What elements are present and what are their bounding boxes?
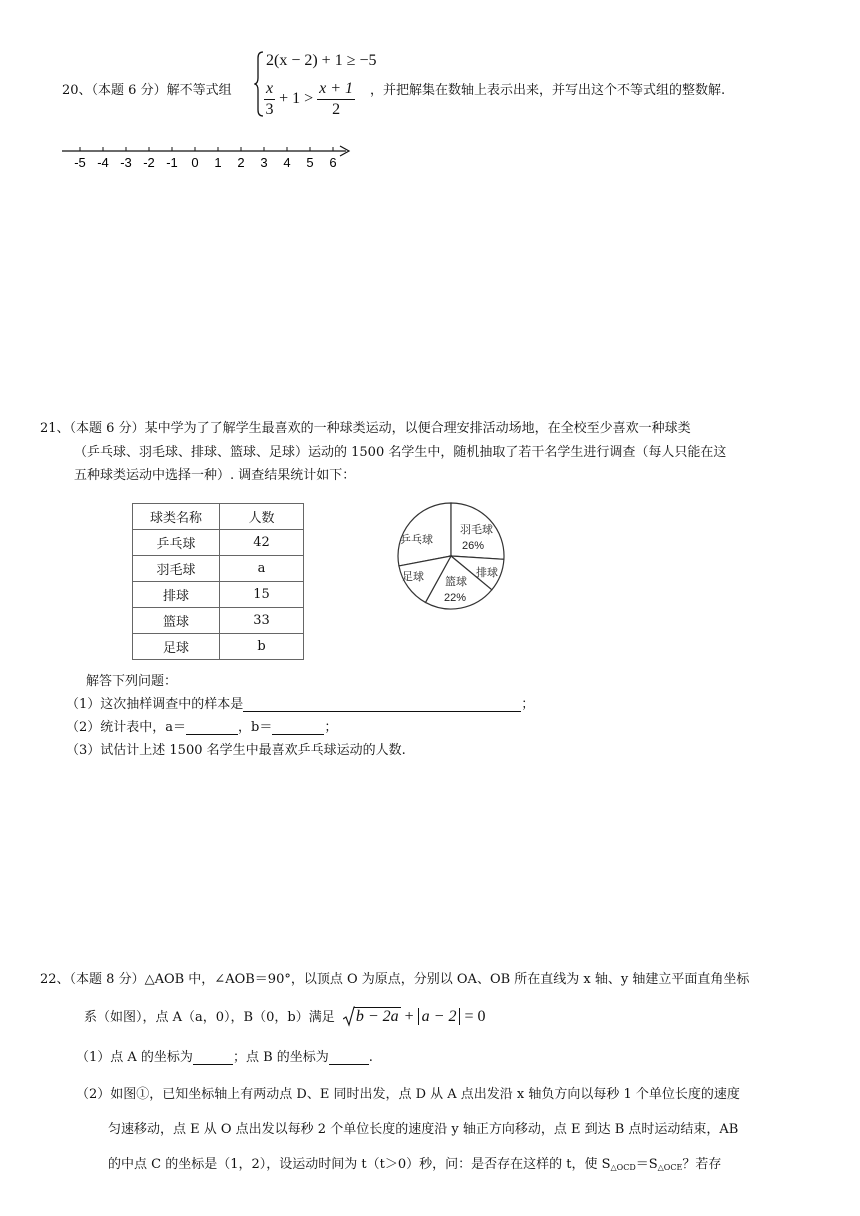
q21-line-2: （乒乓球、羽毛球、排球、篮球、足球）运动的 1500 名学生中，随机抽取了若干名学生进行调查（每人只能在这 bbox=[74, 445, 727, 460]
q20-frac2-num: x + 1 bbox=[317, 79, 355, 100]
q21-stat-table bbox=[132, 503, 304, 660]
table-cell: 足球 bbox=[133, 634, 220, 660]
q21-blank-b[interactable] bbox=[272, 721, 324, 735]
q22-sub2-line-3 bbox=[108, 1153, 721, 1172]
table-cell: a bbox=[220, 556, 304, 582]
q21-sub2-b-text: ，b＝ bbox=[238, 720, 273, 735]
q20-frac2-den: 2 bbox=[332, 101, 341, 118]
number-line-tick-label: 0 bbox=[191, 155, 199, 170]
q22-sub2-l3-b: ＝S bbox=[635, 1157, 658, 1172]
number-line-tick-label: -5 bbox=[74, 155, 86, 170]
table-cell: 15 bbox=[220, 582, 304, 608]
q22-sub-oce: △OCE bbox=[657, 1163, 683, 1172]
q22-abs-content: a − 2 bbox=[418, 1008, 461, 1025]
q21-line-3: 五种球类运动中选择一种）. 调查结果统计如下： bbox=[74, 468, 356, 483]
q21-pie-chart bbox=[394, 501, 524, 617]
q22-sqrt-content: b − 2a bbox=[355, 1008, 399, 1025]
q21-sub2-end: ； bbox=[324, 720, 338, 735]
q22-sub-ocd: △OCD bbox=[610, 1163, 636, 1172]
q22-line-2 bbox=[84, 1006, 486, 1026]
number-line-tick-label: 1 bbox=[214, 155, 222, 170]
q22-sub2-l3-c: ？若存 bbox=[682, 1157, 722, 1172]
table-cell: 羽毛球 bbox=[133, 556, 220, 582]
q21-sub1-end: ； bbox=[521, 697, 535, 712]
table-cell: 排球 bbox=[133, 582, 220, 608]
q22-line-1: 22、（本题 8 分）△AOB 中，∠AOB＝90°，以顶点 O 为原点，分别以 OA、OB 所在直线为 x 轴、y 轴建立平面直角坐标 bbox=[40, 972, 750, 987]
pie-label-basketball-pct: 22% bbox=[444, 592, 467, 604]
q22-blank-a[interactable] bbox=[193, 1051, 233, 1065]
table-row bbox=[133, 556, 304, 582]
q21-sub2 bbox=[66, 716, 337, 735]
q22-sub1-b-text: ；点 B 的坐标为 bbox=[232, 1050, 329, 1065]
q22-sub1-a-text: （1）点 A 的坐标为 bbox=[76, 1050, 193, 1065]
q22-sub2-line-2: 匀速移动，点 E 从 O 点出发以每秒 2 个单位长度的速度沿 y 轴正方向移动，点 E 到达 B 点时运动结束，AB bbox=[108, 1122, 739, 1137]
q22-equation: b − 2a + a − 2 = 0 bbox=[343, 1008, 486, 1025]
table-header-sport: 球类名称 bbox=[133, 504, 220, 530]
q20-ineq2-mid: + 1 > bbox=[279, 90, 314, 108]
q20-system-brace bbox=[254, 50, 264, 122]
table-cell: 33 bbox=[220, 608, 304, 634]
q22-sub1 bbox=[76, 1046, 373, 1065]
q20-frac1-den: 3 bbox=[265, 101, 274, 118]
table-row bbox=[133, 634, 304, 660]
pie-label-football: 足球 bbox=[402, 571, 424, 583]
q21-sub2-a-text: （2）统计表中，a＝ bbox=[66, 720, 187, 735]
q22-blank-b[interactable] bbox=[329, 1051, 369, 1065]
q22-eq-end: = 0 bbox=[464, 1008, 486, 1025]
q22-sub1-end: . bbox=[368, 1050, 373, 1065]
q21-blank-a[interactable] bbox=[186, 721, 238, 735]
table-cell: 42 bbox=[220, 530, 304, 556]
table-cell: 乒乓球 bbox=[133, 530, 220, 556]
q20-inequality-2 bbox=[264, 79, 355, 120]
table-header-row bbox=[133, 504, 304, 530]
q20-frac1-num: x bbox=[264, 79, 275, 100]
q21-answer-intro: 解答下列问题： bbox=[86, 674, 178, 689]
q20-suffix: ，并把解集在数轴上表示出来，并写出这个不等式组的整数解. bbox=[370, 83, 726, 98]
q21-sub1-text: （1）这次抽样调查中的样本是 bbox=[66, 697, 244, 712]
q21-sub3: （3）试估计上述 1500 名学生中最喜欢乒乓球运动的人数. bbox=[66, 743, 406, 758]
table-row bbox=[133, 530, 304, 556]
number-line-tick-label: 6 bbox=[329, 155, 337, 170]
q21-sub1 bbox=[66, 693, 534, 712]
number-line-tick-label: 4 bbox=[283, 155, 291, 170]
q20-number-line bbox=[62, 138, 362, 172]
q21-sub1-blank[interactable] bbox=[243, 698, 521, 712]
number-line-tick-label: 2 bbox=[237, 155, 245, 170]
q22-sub2-line-1: （2）如图①，已知坐标轴上有两动点 D、E 同时出发，点 D 从 A 点出发沿 x 轴负方向以每秒 1 个单位长度的速度 bbox=[76, 1087, 740, 1102]
pie-label-badminton-pct: 26% bbox=[462, 540, 485, 552]
table-cell: b bbox=[220, 634, 304, 660]
pie-label-volleyball: 排球 bbox=[476, 567, 498, 579]
q22-sqrt bbox=[343, 1008, 401, 1026]
number-line-tick-label: -4 bbox=[97, 155, 109, 170]
table-header-count: 人数 bbox=[220, 504, 304, 530]
number-line-tick-label: -3 bbox=[120, 155, 132, 170]
q22-sub2-l3-a: 的中点 C 的坐标是（1，2），设运动时间为 t（t＞0）秒，问：是否存在这样的 t，使 S bbox=[108, 1157, 611, 1172]
pie-label-badminton: 羽毛球 bbox=[460, 524, 493, 536]
q22-line-2-text: 系（如图），点 A（a，0），B（0，b）满足 bbox=[84, 1010, 335, 1025]
pie-label-pingpong: 乒乓球 bbox=[400, 534, 433, 546]
number-line-tick-label: 3 bbox=[260, 155, 268, 170]
pie-label-basketball: 篮球 bbox=[445, 576, 467, 588]
q21-line-1: 21、（本题 6 分）某中学为了了解学生最喜欢的一种球类运动，以便合理安排活动场地，在全校至少喜欢一种球类 bbox=[40, 421, 691, 436]
q20-prefix: 20、（本题 6 分）解不等式组 bbox=[62, 83, 232, 98]
q20-inequality-1: 2(x − 2) + 1 ≥ −5 bbox=[266, 52, 377, 69]
table-cell: 篮球 bbox=[133, 608, 220, 634]
number-line-tick-label: 5 bbox=[306, 155, 314, 170]
table-row bbox=[133, 608, 304, 634]
number-line-tick-label: -2 bbox=[143, 155, 155, 170]
table-row bbox=[133, 582, 304, 608]
number-line-tick-label: -1 bbox=[166, 155, 178, 170]
